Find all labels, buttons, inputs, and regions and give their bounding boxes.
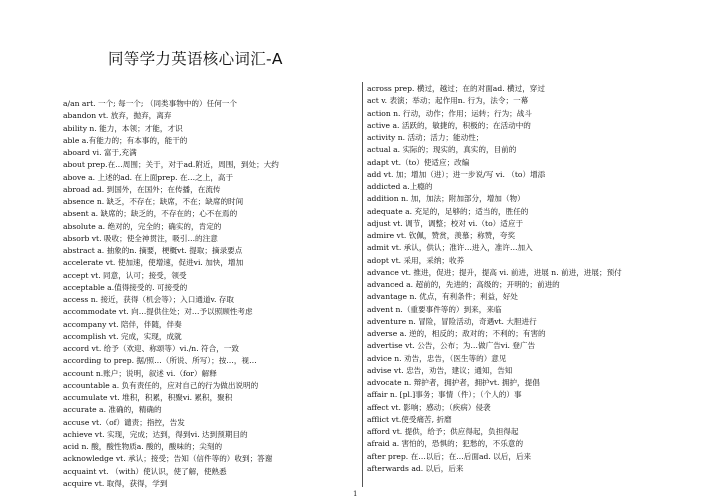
vocab-entry: actual a. 实际的；现实的，真实的，目前的 [367,145,517,155]
right-column [367,83,692,475]
vocab-entry: adventure n. 冒险，冒险活动，奇遇vt. 大胆进行 [367,316,537,326]
vocab-entry: afterwards ad. 以后，后来 [367,463,464,473]
document-title: 同等学力英语核心词汇-A [108,50,283,68]
vocab-entry: abstract a. 抽象的n. 摘要，梗概vt. 提取；摘录要点 [63,246,243,255]
vocab-entry: about prep.在…周围；关于，对于ad.附近，周围，到处；大约 [63,160,279,170]
vocab-entry: account n.账户；说明，叙述 vi.（for）解释 [63,368,217,378]
vocab-entry: acknowledge vt. 承认；接受；告知（信件等的）收到；答谢 [63,454,273,464]
vocab-entry: accelerate vt. 使加速，使增速，促进vi. 加快，增加 [63,258,244,268]
vocab-entry: acquire vt. 取得，获得，学到 [63,478,168,488]
vocab-entry: advocate n. 辩护者，拥护者，拥护vt. 拥护，提倡 [367,378,540,387]
vocab-entry: accept vt. 同意，认可；接受，领受 [63,270,187,280]
vocab-entry: accuse vt.（of）谴责；指控，告发 [63,417,185,427]
vocab-entry: adapt vt.（to）使适应；改编 [367,157,470,167]
vocab-entry: affair n. [pl.]事务；事情（件）；（个人的）事 [367,390,522,400]
vocab-entry: adequate a. 充足的，足够的；适当的，胜任的 [367,206,529,216]
vocab-entry: action n. 行动，动作；作用；运转；行为；战斗 [367,108,532,118]
vocab-entry: above a. 上述的ad. 在上面prep. 在…之上，高于 [63,172,234,182]
vocab-entry: ability n. 能力，本领；才能，才识 [63,123,183,133]
vocab-entry: accumulate vt. 堆积，积累，积聚vi. 累积，聚积 [63,393,233,402]
vocab-entry: after prep. 在…以后；在…后面ad. 以后，后来 [367,451,532,461]
vocab-entry: addition n. 加，加法；附加部分，增加（物） [367,194,525,204]
vocab-entry: advanced a. 超前的，先进的；高级的；开明的；前进的 [367,280,560,289]
vocab-entry: adjust vt. 调节，调整；校对 vi.（to）适应于 [367,218,524,228]
vocab-entry: advertise vt. 公告，公布；为…做广告vi. 登广告 [367,341,536,351]
vocab-entry: afraid a. 害怕的，恐惧的；犯愁的，不乐意的 [367,439,524,449]
vocab-entry: acquaint vt. （with）使认识，使了解，使熟悉 [63,466,227,476]
vocab-entry: advise vt. 忠告，劝告，建议；通知，告知 [367,365,513,375]
vocab-entry: absolute a. 绝对的，完全的；确实的，肯定的 [63,221,222,231]
vocab-entry: admit vt. 承认，供认；准许…进入，准许…加入 [367,243,533,253]
left-column [63,98,358,490]
vocab-entry: advent n.（重要事件等的）到来，来临 [367,304,502,314]
vocab-entry: admire vt. 钦佩，赞赏，羡慕；称赞，夸奖 [367,231,516,240]
vocab-entry: accommodate vt. 向…提供住处；对…予以照顾性考虑 [63,307,253,317]
vocab-entry: abroad ad. 到国外，在国外；在传播，在流传 [63,184,221,194]
vocab-entry: accurate a. 准确的，精确的 [63,405,162,415]
vocab-entry: accord vt. 给予（欢迎、称颂等）vi./n. 符合，一致 [63,344,239,353]
vocab-entry: accountable a. 负有责任的，应对自己的行为做出说明的 [63,380,259,390]
vocab-entry: acceptable a.值得接受的. 可接受的 [63,282,188,292]
vocab-entry: across prep. 横过，越过；在的对面ad. 横过，穿过 [367,84,545,93]
vocab-entry: advance vt. 推进，促进；提升，提高 vi. 前进，进展 n. 前进，进展；预付 [367,267,622,277]
vocab-entry: absent a. 缺席的；缺乏的，不存在的；心不在焉的 [63,209,238,219]
vocab-entry: accomplish vt. 完成，实现，成就 [63,331,182,341]
vocab-entry: access n. 接近，获得（机会等）；入口通道v. 存取 [63,295,234,304]
vocab-entry: according to prep. 据/照…（所说、所写）；按…，视… [63,356,257,366]
vocab-entry: a/an art. 一个; 每一个; （同类事物中的）任何一个 [63,99,237,108]
vocab-entry: adverse a. 逆的，相反的；敌对的；不利的；有害的 [367,329,546,338]
page-number: 1 [353,490,358,498]
vocab-entry: afford vt. 提供，给予；供应得起，负担得起 [367,427,519,436]
vocab-entry: absorb vt. 吸收；使全神贯注，吸引…的注意 [63,233,218,243]
vocab-entry: affect vt. 影响；感动；（疾病）侵袭 [367,402,491,412]
vocab-entry: accompany vt. 陪伴，伴随，伴奏 [63,319,182,329]
vocab-entry: able a.有能力的；有本事的，能干的 [63,135,188,145]
column-divider [362,82,363,487]
vocab-entry: add vt. 加；增加（进）；进一步说/写 vi. （to）增添 [367,169,546,179]
vocab-entry: activity n. 活动；活力；能动性； [367,133,484,142]
vocab-entry: adopt vt. 采用，采纳；收养 [367,255,465,265]
vocab-entry: aboard vi. 富于,充满 [63,148,137,157]
vocab-entry: addicted a.上瘾的 [367,182,433,191]
vocab-entry: achieve vt. 实现，完成；达到，得到vi. 达到预期目的 [63,429,248,439]
vocab-entry: afflict vt.使受痛苦, 折磨 [367,414,452,424]
vocab-entry: act v. 表演；举动；起作用n. 行为，法令；一幕 [367,96,529,106]
vocab-entry: abandon vt. 放弃，抛弃，离弃 [63,111,172,121]
vocab-entry: advice n. 劝告，忠告，（医生等的）意见 [367,353,507,363]
vocab-entry: active a. 活跃的，敏捷的，积极的；在活动中的 [367,120,531,130]
vocab-entry: absence n. 缺乏，不存在；缺席，不在；缺席的时间 [63,197,244,206]
vocab-entry: advantage n. 优点，有利条件；利益，好处 [367,292,518,302]
vocab-entry: acid n. 酸，酸性物质a. 酸的，酸味的；尖刻的 [63,442,223,451]
